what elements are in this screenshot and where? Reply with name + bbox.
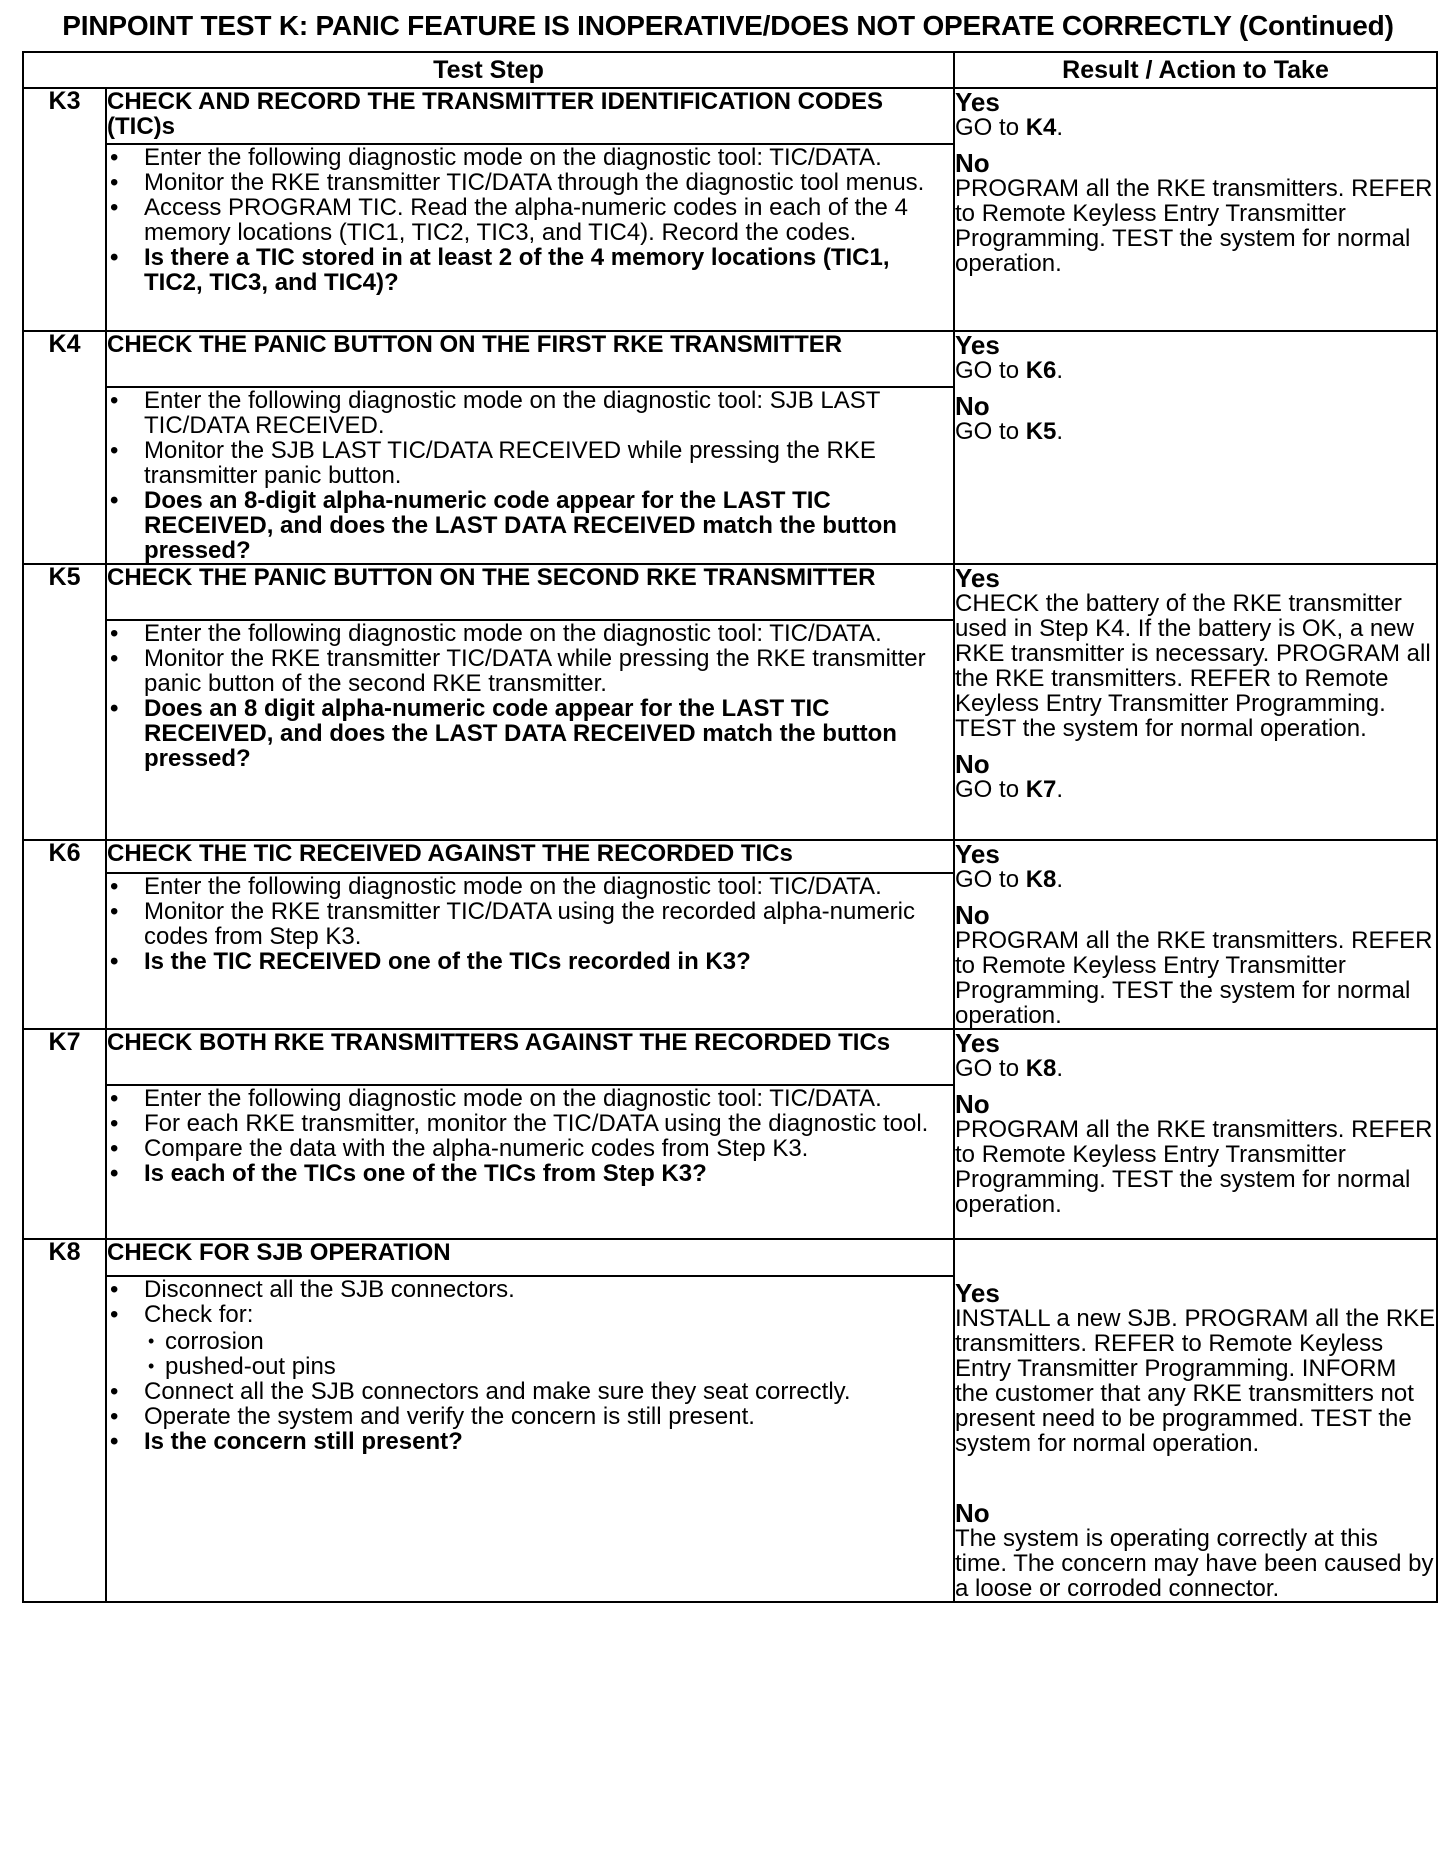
step-bullet: • Enter the following diagnostic mode on the diagnostic tool: TIC/DATA. bbox=[107, 1086, 953, 1111]
step-question: • Is there a TIC stored in at least 2 of the 4 memory locations (TIC1, TIC2, TIC3, and TIC4)? bbox=[107, 245, 953, 295]
step-k4-heading-row bbox=[23, 331, 1437, 387]
go-to-text: GO to bbox=[955, 1055, 1026, 1082]
no-action: PROGRAM all the RKE transmitters. REFER to Remote Keyless Entry Transmitter Programming. TEST the system for normal operation. bbox=[955, 1116, 1433, 1218]
no-action: The system is operating correctly at this time. The concern may have been caused by a loose or corroded connector. bbox=[955, 1525, 1434, 1602]
step-id: K8 bbox=[23, 1239, 106, 1602]
yes-action: CHECK the battery of the RKE transmitter used in Step K4. If the battery is OK, a new RKE transmitter is necessary. PROGRAM all the RKE transmitters. REFER to Remote Keyless Entry Transmitter Programming. TEST the system for normal operation. bbox=[955, 590, 1431, 742]
step-bullet: • Connect all the SJB connectors and make sure they seat correctly. bbox=[107, 1379, 953, 1404]
step-k3-result bbox=[954, 88, 1437, 331]
step-id: K4 bbox=[23, 331, 106, 564]
no-label: No bbox=[955, 900, 990, 930]
step-bullets bbox=[107, 874, 953, 974]
step-bullet: • For each RKE transmitter, monitor the TIC/DATA using the diagnostic tool. bbox=[107, 1111, 953, 1136]
sub-bullet: • pushed-out pins bbox=[144, 1354, 953, 1379]
step-k8-heading-row bbox=[23, 1239, 1437, 1276]
step-bullet: • Enter the following diagnostic mode on the diagnostic tool: SJB LAST TIC/DATA RECEIVED. bbox=[107, 388, 953, 438]
sub-bullets bbox=[144, 1329, 953, 1379]
yes-label: Yes bbox=[955, 1278, 1000, 1308]
go-to-text: GO to bbox=[955, 114, 1026, 141]
step-bullets bbox=[107, 145, 953, 295]
step-bullet: • Monitor the RKE transmitter TIC/DATA through the diagnostic tool menus. bbox=[107, 170, 953, 195]
step-bullet-with-sublist bbox=[107, 1302, 953, 1379]
go-to-target: K7 bbox=[1025, 776, 1057, 803]
step-body bbox=[106, 1276, 954, 1602]
column-header-test-step: Test Step bbox=[23, 52, 954, 88]
go-to-target: K5 bbox=[1025, 418, 1057, 445]
step-bullet: • Monitor the RKE transmitter TIC/DATA while pressing the RKE transmitter panic button of the second RKE transmitter. bbox=[107, 646, 953, 696]
yes-label: Yes bbox=[955, 839, 1000, 869]
table-header-row bbox=[23, 52, 1437, 88]
no-action: PROGRAM all the RKE transmitters. REFER to Remote Keyless Entry Transmitter Programming. TEST the system for normal operation. bbox=[955, 927, 1433, 1029]
period: . bbox=[1056, 1055, 1064, 1082]
step-id: K5 bbox=[23, 564, 106, 840]
step-heading: CHECK FOR SJB OPERATION bbox=[106, 1239, 954, 1276]
step-k8-result bbox=[954, 1239, 1437, 1602]
step-bullet: • Monitor the RKE transmitter TIC/DATA using the recorded alpha-numeric codes from Step K3. bbox=[107, 899, 953, 949]
go-to-target: K8 bbox=[1025, 866, 1057, 893]
period: . bbox=[1056, 866, 1064, 893]
step-bullets bbox=[107, 621, 953, 771]
go-to-text: GO to bbox=[955, 357, 1026, 384]
step-heading: CHECK THE PANIC BUTTON ON THE SECOND RKE TRANSMITTER bbox=[106, 564, 954, 620]
step-k3-heading-row bbox=[23, 88, 1437, 144]
period: . bbox=[1056, 357, 1064, 384]
step-bullet-text: Check for: bbox=[144, 1300, 254, 1328]
no-label: No bbox=[955, 749, 990, 779]
step-k6-result bbox=[954, 840, 1437, 1029]
go-to-text: GO to bbox=[955, 776, 1026, 803]
spacer bbox=[955, 1456, 1436, 1500]
step-bullet: • Monitor the SJB LAST TIC/DATA RECEIVED while pressing the RKE transmitter panic button. bbox=[107, 438, 953, 488]
column-header-result: Result / Action to Take bbox=[954, 52, 1437, 88]
pinpoint-test-table bbox=[22, 51, 1438, 1603]
step-k6-heading-row bbox=[23, 840, 1437, 873]
step-id: K6 bbox=[23, 840, 106, 1029]
step-question: • Is the TIC RECEIVED one of the TICs recorded in K3? bbox=[107, 949, 953, 974]
step-k5-heading-row bbox=[23, 564, 1437, 620]
no-label: No bbox=[955, 1498, 990, 1528]
step-bullets bbox=[107, 1086, 953, 1186]
step-bullet: • Access PROGRAM TIC. Read the alpha-numeric codes in each of the 4 memory locations (TIC1, TIC2, TIC3, and TIC4). Record the codes. bbox=[107, 195, 953, 245]
step-bullets bbox=[107, 1277, 953, 1454]
go-to-target: K6 bbox=[1025, 357, 1057, 384]
step-heading: CHECK AND RECORD THE TRANSMITTER IDENTIFICATION CODES (TIC)s bbox=[106, 88, 954, 144]
sub-bullet: • corrosion bbox=[144, 1329, 953, 1354]
step-k4-result bbox=[954, 331, 1437, 564]
step-body bbox=[106, 620, 954, 840]
step-bullets bbox=[107, 388, 953, 563]
step-bullet: • Enter the following diagnostic mode on the diagnostic tool: TIC/DATA. bbox=[107, 621, 953, 646]
step-body bbox=[106, 387, 954, 564]
step-heading: CHECK BOTH RKE TRANSMITTERS AGAINST THE RECORDED TICs bbox=[106, 1029, 954, 1085]
period: . bbox=[1056, 418, 1064, 445]
yes-label: Yes bbox=[955, 330, 1000, 360]
yes-label: Yes bbox=[955, 1028, 1000, 1058]
step-question: • Is the concern still present? bbox=[107, 1429, 953, 1454]
step-heading: CHECK THE TIC RECEIVED AGAINST THE RECORDED TICs bbox=[106, 840, 954, 873]
step-k7-result bbox=[954, 1029, 1437, 1239]
go-to-target: K4 bbox=[1025, 114, 1057, 141]
no-label: No bbox=[955, 148, 990, 178]
yes-label: Yes bbox=[955, 563, 1000, 593]
step-question: • Does an 8-digit alpha-numeric code appear for the LAST TIC RECEIVED, and does the LAST DATA RECEIVED match the button pressed? bbox=[107, 488, 953, 563]
yes-action: INSTALL a new SJB. PROGRAM all the RKE transmitters. REFER to Remote Keyless Entry Transmitter Programming. INFORM the customer that any RKE transmitters not present need to be programmed. TEST the system for normal operation. bbox=[955, 1305, 1436, 1457]
yes-label: Yes bbox=[955, 87, 1000, 117]
step-k5-result bbox=[954, 564, 1437, 840]
go-to-target: K8 bbox=[1025, 1055, 1057, 1082]
step-id: K3 bbox=[23, 88, 106, 331]
step-heading: CHECK THE PANIC BUTTON ON THE FIRST RKE TRANSMITTER bbox=[106, 331, 954, 387]
step-question: • Does an 8 digit alpha-numeric code appear for the LAST TIC RECEIVED, and does the LAST DATA RECEIVED match the button pressed? bbox=[107, 696, 953, 771]
no-label: No bbox=[955, 391, 990, 421]
go-to-text: GO to bbox=[955, 866, 1026, 893]
step-body bbox=[106, 1085, 954, 1239]
page-title: PINPOINT TEST K: PANIC FEATURE IS INOPERATIVE/DOES NOT OPERATE CORRECTLY (Continued) bbox=[62, 10, 1394, 41]
step-question: • Is each of the TICs one of the TICs from Step K3? bbox=[107, 1161, 953, 1186]
no-label: No bbox=[955, 1089, 990, 1119]
step-bullet: • Operate the system and verify the concern is still present. bbox=[107, 1404, 953, 1429]
step-bullet: • Disconnect all the SJB connectors. bbox=[107, 1277, 953, 1302]
step-id: K7 bbox=[23, 1029, 106, 1239]
period: . bbox=[1056, 114, 1064, 141]
step-bullet: • Enter the following diagnostic mode on the diagnostic tool: TIC/DATA. bbox=[107, 145, 953, 170]
step-body bbox=[106, 873, 954, 1029]
step-body bbox=[106, 144, 954, 331]
step-bullet: • Enter the following diagnostic mode on the diagnostic tool: TIC/DATA. bbox=[107, 874, 953, 899]
step-k7-heading-row bbox=[23, 1029, 1437, 1085]
no-action: PROGRAM all the RKE transmitters. REFER to Remote Keyless Entry Transmitter Programming. TEST the system for normal operation. bbox=[955, 175, 1433, 277]
step-bullet: • Compare the data with the alpha-numeric codes from Step K3. bbox=[107, 1136, 953, 1161]
go-to-text: GO to bbox=[955, 418, 1026, 445]
period: . bbox=[1056, 776, 1064, 803]
